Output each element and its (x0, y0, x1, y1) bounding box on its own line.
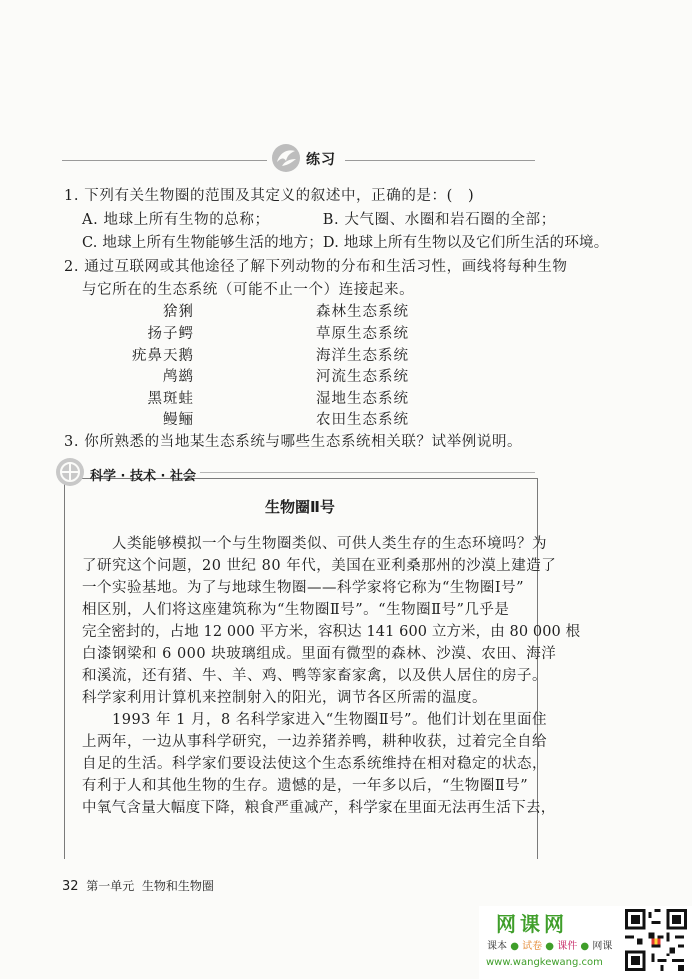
article-line: 自足的生活。科学家们要设法使这个生态系统维持在相对稳定的状态， (82, 756, 547, 772)
article-title: 生物圈Ⅱ号 (265, 498, 335, 516)
watermark-tag: 试卷 (522, 941, 543, 952)
watermark-site-name: 网课网 (496, 912, 568, 936)
exercise-title: 练习 (306, 152, 336, 168)
animal-item: 鸬鹚 (163, 369, 194, 385)
animal-item: 鳗鲡 (163, 412, 194, 428)
animal-item: 黑斑蛙 (147, 391, 194, 407)
ecosystem-item: 森林生态系统 (316, 304, 409, 320)
article-line: 科学家利用计算机来控制射入的阳光，调节各区所需的温度。 (82, 690, 487, 706)
q1-stem: 1. 下列有关生物圈的范围及其定义的叙述中，正确的是：( ) (64, 188, 475, 204)
sts-label: 科学 · 技术 · 社会 (90, 469, 196, 484)
q3-stem: 3. 你所熟悉的当地某生态系统与哪些生态系统相关联？试举例说明。 (64, 434, 523, 450)
watermark-url: www.wangkewang.com (486, 957, 603, 968)
page-footer (62, 877, 214, 894)
ecosystem-item: 草原生态系统 (316, 326, 409, 342)
ecosystem-item: 农田生态系统 (316, 412, 409, 428)
article-line: 一个实验基地。为了与地球生物圈——科学家将它称为“生物圈Ⅰ号” (82, 580, 525, 596)
q2-stem-2: 与它所在的生态系统（可能不止一个）连接起来。 (82, 282, 415, 298)
animal-item: 疣鼻天鹅 (132, 348, 194, 364)
animal-item: 猞猁 (163, 304, 194, 320)
sts-header-rule (200, 472, 535, 473)
article-line: 人类能够模拟一个与生物圈类似、可供人类生存的生态环境吗？为 (82, 536, 547, 552)
watermark-tag: 课件 (557, 941, 578, 952)
article-line: 1993 年 1 月，8 名科学家进入“生物圈Ⅱ号”。他们计划在里面住 (82, 712, 547, 728)
sts-emblem-icon (55, 457, 85, 487)
page-number: 32 (62, 879, 79, 894)
article-line: 有利于人和其他生物的生存。遗憾的是，一年多以后，“生物圈Ⅱ号” (82, 778, 529, 794)
article-line: 和溪流，还有猪、牛、羊、鸡、鸭等家畜家禽，以及供人居住的房子。 (82, 668, 547, 684)
unit-label: 第一单元 (86, 879, 135, 893)
article-line: 上两年，一边从事科学研究，一边养猪养鸭，耕种收获，过着完全自给 (82, 734, 547, 750)
qr-code-icon (625, 909, 687, 971)
watermark-tag: 网课 (592, 941, 613, 952)
watermark-tags: 课本 ● 试卷 ● 课件 ● 网课 (487, 941, 613, 952)
article-line: 了研究这个问题，20 世纪 80 年代，美国在亚利桑那州的沙漠上建造了 (82, 558, 557, 574)
article-line: 完全密封的，占地 12 000 平方米，容积达 141 600 立方米，由 80 000 根 (82, 624, 581, 640)
ecosystem-item: 海洋生态系统 (316, 348, 409, 364)
unit-title: 生物和生物圈 (141, 879, 214, 893)
exercise-rule-right (345, 160, 535, 161)
article-line: 白漆钢梁和 6 000 块玻璃组成。里面有微型的森林、沙漠、农田、海洋 (82, 646, 557, 662)
ecosystem-item: 河流生态系统 (316, 369, 409, 385)
article-line: 中氧气含量大幅度下降，粮食严重减产，科学家在里面无法再生活下去， (82, 800, 556, 816)
exercise-emblem-icon (270, 142, 302, 174)
watermark-tag: 课本 (487, 941, 507, 952)
exercise-rule-left (62, 160, 267, 161)
ecosystem-item: 湿地生态系统 (316, 391, 409, 407)
q1-options-ab: A. 地球上所有生物的总称； B. 大气圈、水圈和岩石圈的全部； (82, 212, 556, 228)
article-line: 相区别，人们将这座建筑称为“生物圈Ⅱ号”。“生物圈Ⅱ号”几乎是 (82, 602, 510, 618)
q2-stem-1: 2. 通过互联网或其他途径了解下列动物的分布和生活习性，画线将每种生物 (64, 259, 568, 275)
q1-options-cd: C. 地球上所有生物能够生活的地方；D. 地球上所有生物以及它们所生活的环境。 (82, 235, 609, 251)
animal-item: 扬子鳄 (147, 326, 194, 342)
